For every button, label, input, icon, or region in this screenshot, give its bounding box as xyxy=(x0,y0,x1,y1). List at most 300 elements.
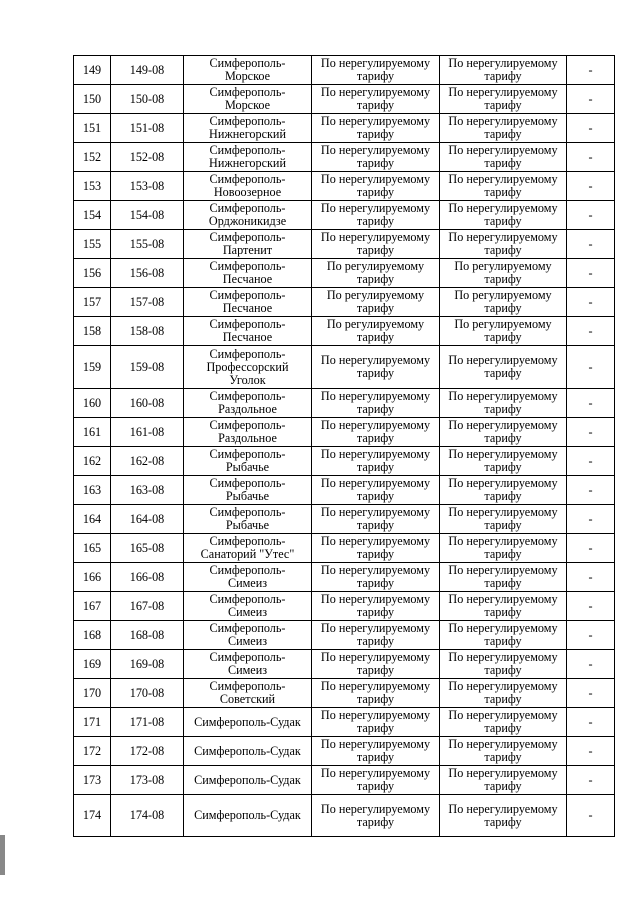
route-name-cell-line: Орджоникидзе xyxy=(208,214,287,228)
route-name-cell-line: Симеиз xyxy=(227,605,268,619)
tariff-b-cell-line: По нерегулируемому xyxy=(448,230,558,244)
route-name-cell xyxy=(184,288,312,317)
tariff-b-cell xyxy=(440,708,567,737)
tariff-a-cell xyxy=(312,317,440,346)
route-name-cell xyxy=(184,114,312,143)
row-number-cell: 167 xyxy=(74,592,111,621)
tariff-a-cell-line: тарифу xyxy=(356,127,395,141)
note-cell: - xyxy=(567,766,615,795)
row-number-cell: 155 xyxy=(74,230,111,259)
table-row xyxy=(74,563,615,592)
tariff-b-cell xyxy=(440,766,567,795)
route-name-cell-line: Партенит xyxy=(222,243,273,257)
tariff-b-cell xyxy=(440,505,567,534)
route-code-cell: 157-08 xyxy=(111,288,184,317)
route-name-cell xyxy=(184,795,312,837)
tariff-b-cell xyxy=(440,621,567,650)
note-cell: - xyxy=(567,56,615,85)
table-row xyxy=(74,56,615,85)
tariff-b-cell-line: тарифу xyxy=(484,692,522,706)
route-code-cell: 158-08 xyxy=(111,317,184,346)
table-row xyxy=(74,795,615,837)
note-cell: - xyxy=(567,708,615,737)
route-name-cell-line: Профессорский xyxy=(206,359,289,374)
table-row xyxy=(74,114,615,143)
row-number-cell: 173 xyxy=(74,766,111,795)
tariff-b-cell-line: тарифу xyxy=(484,547,522,561)
note-cell: - xyxy=(567,259,615,288)
route-name-cell-line: Симферополь- xyxy=(209,389,286,403)
tariff-b-cell xyxy=(440,346,567,389)
route-name-cell-line: Новоозерное xyxy=(213,185,282,199)
route-name-cell-line: Симферополь- xyxy=(209,534,286,548)
row-number-cell: 152 xyxy=(74,143,111,172)
tariff-b-cell xyxy=(440,172,567,201)
tariff-b-cell-line: По нерегулируемому xyxy=(448,766,558,780)
route-name-cell-line: Симферополь- xyxy=(209,56,286,70)
row-number-cell: 166 xyxy=(74,563,111,592)
route-name-cell-line: Симферополь-Судак xyxy=(194,772,301,787)
tariff-b-cell-line: По нерегулируемому xyxy=(448,201,558,215)
tariff-b-cell-line: тарифу xyxy=(484,156,522,170)
note-cell: - xyxy=(567,317,615,346)
table-row xyxy=(74,317,615,346)
tariff-a-cell-line: тарифу xyxy=(356,431,395,445)
table-row xyxy=(74,534,615,563)
note-cell: - xyxy=(567,201,615,230)
tariff-b-cell-line: По нерегулируемому xyxy=(448,85,558,99)
route-name-cell-line: Симферополь- xyxy=(209,230,286,244)
route-name-cell-line: Морское xyxy=(224,69,271,83)
tariff-b-cell xyxy=(440,201,567,230)
tariff-a-cell-line: тарифу xyxy=(356,98,395,112)
tariff-a-cell xyxy=(312,56,440,85)
route-name-cell xyxy=(184,56,312,85)
tariff-a-cell-line: тарифу xyxy=(356,692,395,706)
route-name-cell-line: Санаторий "Утес" xyxy=(200,547,295,561)
tariff-a-cell-line: По нерегулируемому xyxy=(320,172,431,186)
route-code-cell: 161-08 xyxy=(111,418,184,447)
scan-edge-mark xyxy=(0,835,5,875)
route-name-cell-line: Нижнегорский xyxy=(209,127,286,141)
note-cell: - xyxy=(567,447,615,476)
tariff-a-cell-line: тарифу xyxy=(356,576,395,590)
tariff-b-cell-line: По нерегулируемому xyxy=(448,563,558,577)
route-name-cell-line: Симферополь- xyxy=(209,85,286,99)
tariff-b-cell xyxy=(440,679,567,708)
tariff-b-cell-line: тарифу xyxy=(484,98,522,112)
tariff-a-cell xyxy=(312,201,440,230)
route-name-cell xyxy=(184,346,312,389)
table-row xyxy=(74,505,615,534)
tariff-b-cell-line: тарифу xyxy=(484,185,522,199)
tariff-a-cell-line: тарифу xyxy=(356,214,395,228)
route-name-cell xyxy=(184,259,312,288)
route-code-cell: 156-08 xyxy=(111,259,184,288)
table-row xyxy=(74,447,615,476)
route-code-cell: 166-08 xyxy=(111,563,184,592)
tariff-a-cell-line: тарифу xyxy=(356,779,395,793)
route-name-cell-line: Симферополь- xyxy=(209,288,286,302)
tariff-b-cell-line: По нерегулируемому xyxy=(448,389,558,403)
note-cell: - xyxy=(567,737,615,766)
tariff-b-cell xyxy=(440,143,567,172)
tariff-a-cell-line: тарифу xyxy=(356,814,395,829)
tariff-b-cell-line: тарифу xyxy=(484,779,522,793)
tariff-b-cell-line: тарифу xyxy=(484,634,522,648)
row-number-cell: 156 xyxy=(74,259,111,288)
tariff-a-cell-line: По регулируемому xyxy=(326,259,425,273)
tariff-a-cell xyxy=(312,679,440,708)
tariff-b-cell xyxy=(440,85,567,114)
table-row xyxy=(74,230,615,259)
route-code-cell: 149-08 xyxy=(111,56,184,85)
tariff-a-cell xyxy=(312,766,440,795)
route-code-cell: 173-08 xyxy=(111,766,184,795)
tariff-a-cell-line: По нерегулируемому xyxy=(320,476,431,490)
route-code-cell: 162-08 xyxy=(111,447,184,476)
tariff-b-cell xyxy=(440,592,567,621)
note-cell: - xyxy=(567,346,615,389)
tariff-b-cell-line: По нерегулируемому xyxy=(448,56,558,70)
row-number-cell: 153 xyxy=(74,172,111,201)
tariff-a-cell-line: По нерегулируемому xyxy=(320,563,431,577)
route-name-cell xyxy=(184,447,312,476)
tariff-b-cell-line: тарифу xyxy=(484,69,522,83)
route-name-cell-line: Симферополь- xyxy=(209,476,286,490)
route-name-cell-line: Симферополь- xyxy=(209,505,286,519)
route-code-cell: 165-08 xyxy=(111,534,184,563)
tariff-b-cell xyxy=(440,795,567,837)
route-code-cell: 164-08 xyxy=(111,505,184,534)
route-name-cell-line: Симферополь- xyxy=(209,650,286,664)
route-code-cell: 155-08 xyxy=(111,230,184,259)
note-cell: - xyxy=(567,288,615,317)
tariff-b-cell-line: По нерегулируемому xyxy=(448,143,558,157)
tariff-a-cell-line: По нерегулируемому xyxy=(320,56,431,70)
route-name-cell xyxy=(184,737,312,766)
note-cell: - xyxy=(567,476,615,505)
tariff-a-cell xyxy=(312,346,440,389)
tariff-a-cell-line: тарифу xyxy=(356,634,395,648)
route-name-cell-line: Симферополь- xyxy=(209,418,286,432)
route-code-cell: 154-08 xyxy=(111,201,184,230)
route-code-cell: 159-08 xyxy=(111,346,184,389)
table-row xyxy=(74,737,615,766)
row-number-cell: 160 xyxy=(74,389,111,418)
tariff-b-cell-line: тарифу xyxy=(484,243,522,257)
row-number-cell: 154 xyxy=(74,201,111,230)
tariff-a-cell-line: тарифу xyxy=(356,721,395,735)
tariff-b-cell-line: По нерегулируемому xyxy=(448,592,558,606)
tariff-b-cell-line: По нерегулируемому xyxy=(448,737,558,751)
row-number-cell: 149 xyxy=(74,56,111,85)
tariff-b-cell-line: тарифу xyxy=(484,460,522,474)
route-code-cell: 170-08 xyxy=(111,679,184,708)
route-name-cell-line: Симферополь- xyxy=(209,447,286,461)
route-name-cell-line: Симферополь- xyxy=(209,679,286,693)
route-name-cell-line: Симферополь- xyxy=(209,592,286,606)
tariff-b-cell-line: По нерегулируемому xyxy=(448,650,558,664)
tariff-b-cell-line: тарифу xyxy=(484,576,522,590)
route-name-cell xyxy=(184,505,312,534)
route-name-cell-line: Симферополь- xyxy=(209,346,286,361)
route-name-cell xyxy=(184,143,312,172)
route-code-cell: 168-08 xyxy=(111,621,184,650)
row-number-cell: 169 xyxy=(74,650,111,679)
tariff-a-cell-line: По нерегулируемому xyxy=(320,389,431,403)
route-code-cell: 174-08 xyxy=(111,795,184,837)
note-cell: - xyxy=(567,563,615,592)
tariff-a-cell-line: тарифу xyxy=(356,243,395,257)
route-code-cell: 150-08 xyxy=(111,85,184,114)
tariff-b-cell xyxy=(440,737,567,766)
route-name-cell-line: Рыбачье xyxy=(225,489,270,503)
note-cell: - xyxy=(567,172,615,201)
tariff-a-cell-line: По регулируемому xyxy=(326,288,425,302)
route-code-cell: 160-08 xyxy=(111,389,184,418)
tariff-a-cell-line: По нерегулируемому xyxy=(320,143,431,157)
route-name-cell-line: Песчаное xyxy=(222,272,273,286)
route-name-cell-line: Симферополь- xyxy=(209,143,286,157)
route-name-cell-line: Рыбачье xyxy=(225,518,270,532)
tariff-a-cell xyxy=(312,418,440,447)
table-row xyxy=(74,476,615,505)
route-name-cell-line: Раздольное xyxy=(218,402,277,416)
tariff-b-cell-line: По нерегулируемому xyxy=(448,418,558,432)
note-cell: - xyxy=(567,592,615,621)
tariff-b-cell xyxy=(440,563,567,592)
note-cell: - xyxy=(567,621,615,650)
tariff-b-cell xyxy=(440,114,567,143)
routes-table-body xyxy=(74,56,615,837)
table-row xyxy=(74,259,615,288)
row-number-cell: 162 xyxy=(74,447,111,476)
row-number-cell: 158 xyxy=(74,317,111,346)
tariff-b-cell-line: тарифу xyxy=(484,750,522,764)
tariff-b-cell-line: тарифу xyxy=(484,402,522,416)
tariff-a-cell-line: тарифу xyxy=(356,69,395,83)
note-cell: - xyxy=(567,534,615,563)
tariff-a-cell-line: тарифу xyxy=(356,156,395,170)
route-name-cell-line: Рыбачье xyxy=(225,460,270,474)
tariff-b-cell-line: По нерегулируемому xyxy=(448,476,558,490)
route-name-cell-line: Раздольное xyxy=(218,431,277,445)
tariff-a-cell xyxy=(312,650,440,679)
tariff-b-cell-line: По нерегулируемому xyxy=(448,534,558,548)
table-row xyxy=(74,201,615,230)
tariff-a-cell-line: тарифу xyxy=(356,518,395,532)
tariff-b-cell-line: По нерегулируемому xyxy=(448,353,558,367)
tariff-a-cell-line: По регулируемому xyxy=(326,317,425,331)
routes-table xyxy=(73,55,615,837)
row-number-cell: 150 xyxy=(74,85,111,114)
tariff-a-cell xyxy=(312,85,440,114)
route-name-cell xyxy=(184,650,312,679)
tariff-a-cell xyxy=(312,172,440,201)
route-name-cell-line: Симферополь-Судак xyxy=(194,743,301,758)
route-code-cell: 167-08 xyxy=(111,592,184,621)
route-code-cell: 171-08 xyxy=(111,708,184,737)
route-code-cell: 169-08 xyxy=(111,650,184,679)
tariff-a-cell-line: тарифу xyxy=(356,330,395,344)
tariff-a-cell-line: тарифу xyxy=(356,272,395,286)
route-code-cell: 153-08 xyxy=(111,172,184,201)
tariff-a-cell-line: тарифу xyxy=(356,301,395,315)
route-name-cell-line: Симферополь- xyxy=(209,201,286,215)
tariff-b-cell-line: тарифу xyxy=(484,814,522,829)
tariff-b-cell xyxy=(440,418,567,447)
tariff-a-cell-line: тарифу xyxy=(356,185,395,199)
route-name-cell xyxy=(184,621,312,650)
tariff-a-cell xyxy=(312,143,440,172)
tariff-a-cell-line: тарифу xyxy=(356,750,395,764)
table-row xyxy=(74,346,615,389)
route-name-cell-line: Песчаное xyxy=(222,301,273,315)
tariff-b-cell xyxy=(440,389,567,418)
route-name-cell xyxy=(184,418,312,447)
row-number-cell: 172 xyxy=(74,737,111,766)
tariff-a-cell xyxy=(312,534,440,563)
tariff-a-cell-line: По нерегулируемому xyxy=(320,766,431,780)
tariff-a-cell-line: По нерегулируемому xyxy=(320,650,431,664)
row-number-cell: 168 xyxy=(74,621,111,650)
route-name-cell xyxy=(184,708,312,737)
route-code-cell: 163-08 xyxy=(111,476,184,505)
tariff-a-cell-line: По нерегулируемому xyxy=(320,737,431,751)
tariff-b-cell-line: тарифу xyxy=(484,127,522,141)
route-name-cell-line: Симферополь- xyxy=(209,259,286,273)
route-name-cell xyxy=(184,592,312,621)
route-name-cell-line: Симферополь- xyxy=(209,172,286,186)
tariff-a-cell-line: По нерегулируемому xyxy=(320,85,431,99)
table-row xyxy=(74,85,615,114)
row-number-cell: 171 xyxy=(74,708,111,737)
tariff-b-cell xyxy=(440,259,567,288)
tariff-b-cell xyxy=(440,476,567,505)
table-row xyxy=(74,650,615,679)
tariff-a-cell-line: По нерегулируемому xyxy=(320,230,431,244)
tariff-b-cell-line: тарифу xyxy=(484,431,522,445)
tariff-a-cell-line: По нерегулируемому xyxy=(320,353,431,367)
tariff-a-cell-line: По нерегулируемому xyxy=(320,708,431,722)
tariff-b-cell xyxy=(440,317,567,346)
route-name-cell xyxy=(184,563,312,592)
route-code-cell: 151-08 xyxy=(111,114,184,143)
route-name-cell-line: Симеиз xyxy=(227,634,268,648)
table-row xyxy=(74,766,615,795)
note-cell: - xyxy=(567,230,615,259)
table-row xyxy=(74,592,615,621)
tariff-a-cell xyxy=(312,621,440,650)
route-code-cell: 152-08 xyxy=(111,143,184,172)
route-name-cell-line: Симферополь-Судак xyxy=(194,714,301,729)
route-name-cell-line: Симеиз xyxy=(227,663,268,677)
route-name-cell-line: Советский xyxy=(219,692,276,706)
tariff-a-cell-line: По нерегулируемому xyxy=(320,447,431,461)
tariff-a-cell xyxy=(312,230,440,259)
tariff-a-cell xyxy=(312,505,440,534)
row-number-cell: 161 xyxy=(74,418,111,447)
tariff-a-cell xyxy=(312,708,440,737)
tariff-b-cell-line: По нерегулируемому xyxy=(448,447,558,461)
tariff-a-cell xyxy=(312,114,440,143)
tariff-b-cell-line: тарифу xyxy=(484,301,522,315)
table-row xyxy=(74,621,615,650)
tariff-a-cell-line: тарифу xyxy=(356,605,395,619)
tariff-b-cell-line: тарифу xyxy=(484,605,522,619)
tariff-b-cell xyxy=(440,56,567,85)
route-name-cell xyxy=(184,766,312,795)
route-name-cell-line: Симферополь- xyxy=(209,114,286,128)
tariff-a-cell xyxy=(312,563,440,592)
tariff-b-cell xyxy=(440,447,567,476)
tariff-b-cell-line: тарифу xyxy=(484,663,522,677)
route-name-cell-line: Уголок xyxy=(229,372,266,387)
tariff-b-cell-line: По нерегулируемому xyxy=(448,114,558,128)
tariff-b-cell-line: тарифу xyxy=(484,330,522,344)
tariff-b-cell xyxy=(440,288,567,317)
route-name-cell-line: Симферополь- xyxy=(209,317,286,331)
tariff-a-cell-line: По нерегулируемому xyxy=(320,592,431,606)
tariff-b-cell-line: По регулируемому xyxy=(454,288,552,302)
tariff-a-cell-line: тарифу xyxy=(356,663,395,677)
tariff-b-cell-line: тарифу xyxy=(484,366,522,380)
tariff-a-cell-line: По нерегулируемому xyxy=(320,679,431,693)
note-cell: - xyxy=(567,143,615,172)
tariff-b-cell-line: тарифу xyxy=(484,721,522,735)
tariff-b-cell-line: тарифу xyxy=(484,214,522,228)
row-number-cell: 164 xyxy=(74,505,111,534)
tariff-a-cell xyxy=(312,476,440,505)
route-name-cell-line: Симферополь-Судак xyxy=(194,808,301,822)
tariff-a-cell-line: По нерегулируемому xyxy=(320,505,431,519)
tariff-b-cell-line: По нерегулируемому xyxy=(448,708,558,722)
route-name-cell-line: Симферополь- xyxy=(209,563,286,577)
note-cell: - xyxy=(567,85,615,114)
row-number-cell: 151 xyxy=(74,114,111,143)
tariff-a-cell-line: По нерегулируемому xyxy=(320,114,431,128)
tariff-b-cell-line: По нерегулируемому xyxy=(448,172,558,186)
tariff-b-cell-line: тарифу xyxy=(484,489,522,503)
row-number-cell: 174 xyxy=(74,795,111,837)
route-name-cell-line: Нижнегорский xyxy=(209,156,286,170)
row-number-cell: 163 xyxy=(74,476,111,505)
route-name-cell xyxy=(184,679,312,708)
table-row xyxy=(74,288,615,317)
tariff-b-cell xyxy=(440,650,567,679)
row-number-cell: 157 xyxy=(74,288,111,317)
tariff-a-cell xyxy=(312,737,440,766)
tariff-b-cell-line: По нерегулируемому xyxy=(448,679,558,693)
tariff-b-cell-line: По регулируемому xyxy=(454,259,552,273)
table-row xyxy=(74,679,615,708)
note-cell: - xyxy=(567,114,615,143)
tariff-a-cell-line: тарифу xyxy=(356,402,395,416)
table-row xyxy=(74,172,615,201)
route-name-cell xyxy=(184,172,312,201)
tariff-b-cell-line: По регулируемому xyxy=(454,317,552,331)
route-name-cell-line: Песчаное xyxy=(222,330,273,344)
row-number-cell: 165 xyxy=(74,534,111,563)
table-row xyxy=(74,418,615,447)
tariff-a-cell-line: По нерегулируемому xyxy=(320,621,431,635)
note-cell: - xyxy=(567,679,615,708)
tariff-a-cell xyxy=(312,795,440,837)
tariff-a-cell xyxy=(312,259,440,288)
route-name-cell-line: Морское xyxy=(224,98,271,112)
tariff-a-cell-line: тарифу xyxy=(356,460,395,474)
